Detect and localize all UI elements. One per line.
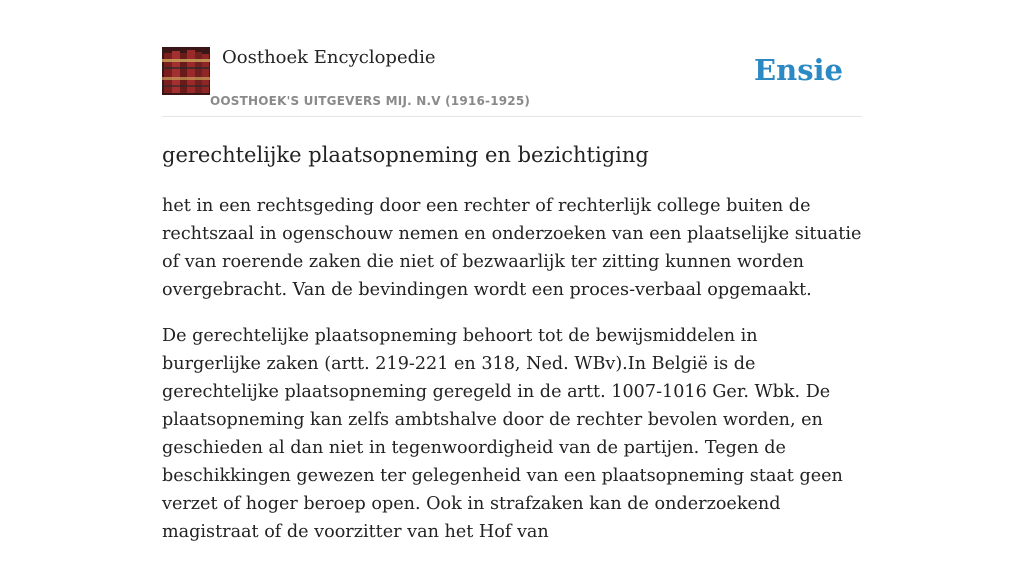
- article-body: [162, 192, 862, 564]
- paragraph: het in een rechtsgeding door een rechter of rechterlijk college buiten de rechtszaal in ogenschouw nemen en onderzoeken van een plaatselijke situatie of van roerende zaken die niet of bezwaarlijk ter zitting kunnen worden overgebracht. Van de bevindingen wordt een proces-verbaal opgemaakt.: [162, 196, 862, 300]
- article-title: gerechtelijke plaatsopneming en bezichtiging: [162, 143, 649, 167]
- source-header: [162, 46, 862, 117]
- source-title[interactable]: Oosthoek Encyclopedie: [222, 47, 436, 68]
- ensie-logo[interactable]: Ensie: [754, 53, 843, 87]
- paragraph: De gerechtelijke plaatsopneming behoort tot de bewijsmiddelen in burgerlijke zaken (artt. 219-221 en 318, Ned. WBv).In België is de gerechtelijke plaatsopneming geregeld in de artt. 1007-1016 Ger. Wbk. De plaatsopneming kan zelfs ambtshalve door de rechter bevolen worden, en geschieden al dan niet in tegenwoordigheid van de partijen. Tegen de beschikkingen gewezen ter gelegenheid van een plaatsopneming staat geen verzet of hoger beroep open. Ook in strafzaken kan de onderzoekend magistraat of de voorzitter van het Hof van: [162, 326, 843, 542]
- publisher-label: OOSTHOEK'S UITGEVERS MIJ. N.V (1916-1925): [210, 94, 531, 108]
- encyclopedia-books-icon[interactable]: [162, 47, 210, 95]
